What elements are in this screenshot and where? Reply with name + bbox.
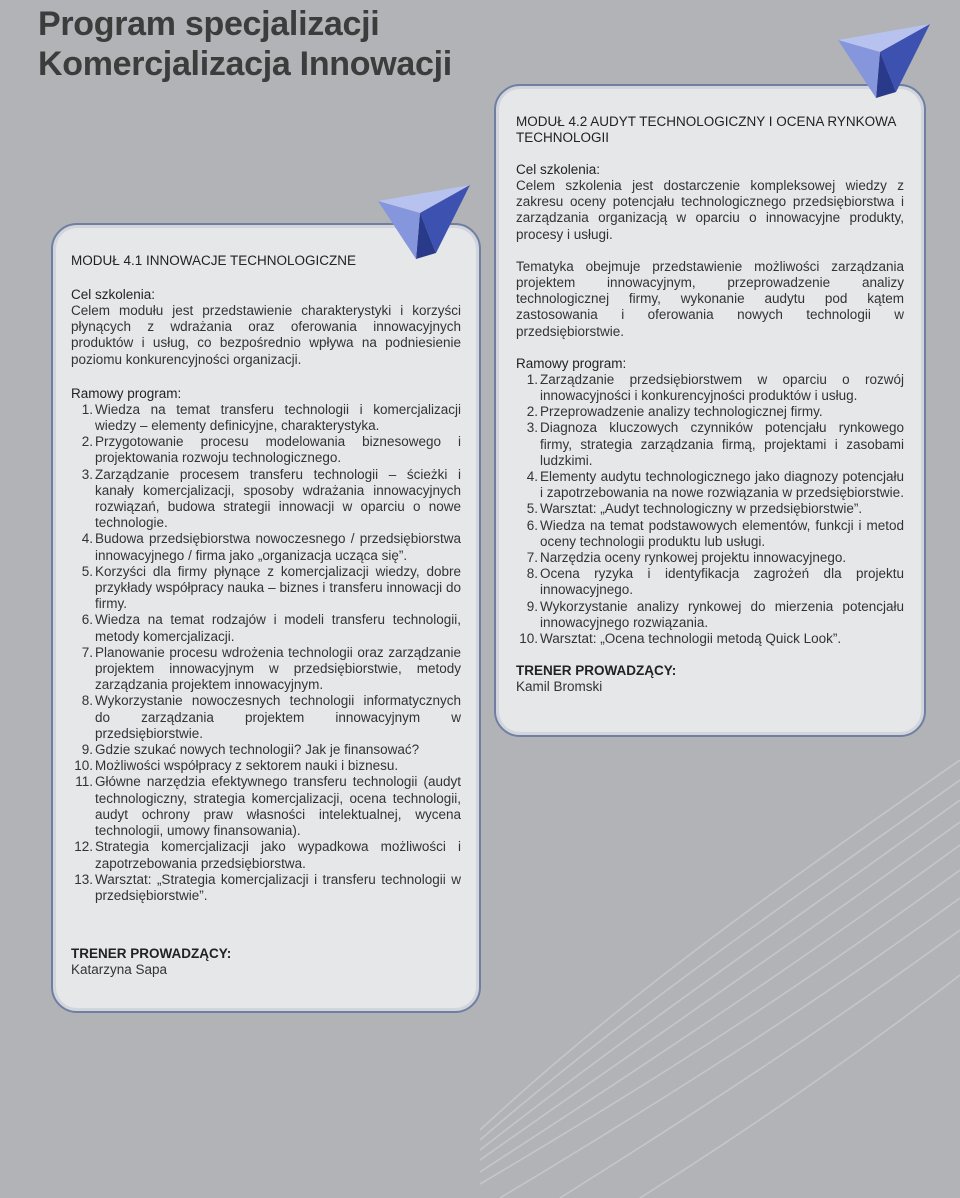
list-item: 5. Korzyści dla firmy płynące z komercjalizacji wiedzy, dobre przykłady współpracy nauka – biznes i transferu innowacji do firmy. [81,563,461,612]
goal-label: Cel szkolenia: [516,162,601,177]
list-item: 9. Wykorzystanie analizy rynkowej do mierzenia potencjału innowacyjnego rozwiązania. [526,598,904,630]
list-item: 10. Możliwości współpracy z sektorem nauki i biznesu. [74,758,399,774]
list-item: 8. Wykorzystanie nowoczesnych technologii informatycznych do zarządzania projektem innowacyjnym w przedsiębiorstwie. [81,693,461,741]
goal-label: Cel szkolenia: [71,287,156,302]
trainer-name: Kamil Bromski [516,679,603,695]
list-item: 8. Ocena ryzyka i identyfikacja zagrożeń dla projektu innowacyjnego. [526,566,904,598]
page-title-line-1: Program specjalizacji [38,5,380,43]
goal-text: Celem modułu jest przedstawienie charakterystyki i korzyści płynących z wdrażania oraz oferowania innowacyjnych produktów i usług, co bezpośrednio wpływa na podniesienie poziomu konkurencyjności organizacji. [71,303,461,367]
list-item: 1. Zarządzanie przedsiębiorstwem w oparciu o rozwój innowacyjności i konkurencyjności produktów i usług. [526,371,904,404]
program-label: Ramowy program: [516,355,627,371]
list-item: 6. Wiedza na temat rodzajów i modeli transferu technologii, metody komercjalizacji. [81,612,461,644]
page-title-line-2: Komercjalizacja Innowacji [38,45,452,83]
list-item: 4. Budowa przedsiębiorstwa nowoczesnego / przedsiębiorstwa innowacyjnego / firma jako „organizacja ucząca się”. [81,531,461,563]
list-item: 2. Przygotowanie procesu modelowania biznesowego i projektowania rozwoju technologicznego. [81,434,461,466]
trainer-label: TRENER PROWADZĄCY: [71,946,232,962]
topic-text: Tematyka obejmuje przedstawienie możliwości zarządzania projektem innowacyjnym, przeprowadzenie analizy technologicznej firmy, wykonanie audytu pod kątem zastosowania i oferowania nowych technologii w przedsiębiorstwie. [516,258,904,339]
list-item: 12. Strategia komercjalizacji jako wypadkowa możliwości i zapotrzebowania przedsiębiorstwa. [74,839,461,871]
paper-plane-icon [376,183,472,263]
module-heading: MODUŁ 4.1 INNOWACJE TECHNOLOGICZNE [71,253,357,268]
program-label: Ramowy program: [71,385,182,401]
goal-text: Celem szkolenia jest dostarczenie kompleksowej wiedzy z zakresu oceny potencjału technologicznego przedsiębiorstwa i zarządzania organizacją w oparciu o innowacyjne produkty, procesy i usługi. [516,178,904,242]
list-item: 4. Elementy audytu technologicznego jako diagnozy potencjału i zapotrzebowania na nowe rozwiązania w przedsiębiorstwie. [526,469,904,501]
list-item: 11. Główne narzędzia efektywnego transferu technologii (audyt technologiczny, strategia komercjalizacji, ocena technologii, audyt ochrony praw własności intelektualnej, wycena technologii, umowy finansowania). [75,774,461,839]
trainer-label: TRENER PROWADZĄCY: [516,663,677,679]
page-title [38,4,452,84]
list-item: 6. Wiedza na temat podstawowych elementów, funkcji i metod oceny technologii produktu lub usługi. [526,517,904,549]
list-item: 3. Diagnoza kluczowych czynników potencjału rynkowego firmy, strategia zarządzania firmą, projektami i zasobami ludzkimi. [526,420,904,468]
program-list [516,372,904,647]
list-item: 9. Gdzie szukać nowych technologii? Jak je finansować? [81,742,420,758]
paper-plane-icon [836,22,932,102]
list-item: 2. Przeprowadzenie analizy technologicznej firmy. [526,404,823,420]
list-item: 13. Warsztat: „Strategia komercjalizacji i transferu technologii w przedsiębiorstwie”. [74,871,461,903]
list-item: 1. Wiedza na temat transferu technologii i komercjalizacji wiedzy – elementy definicyjne, charakterystyka. [81,401,461,434]
list-item: 7. Planowanie procesu wdrożenia technologii oraz zarządzanie projektem innowacyjnym w przedsiębiorstwie, metody zarządzania projektem innowacyjnym. [81,644,461,693]
module-card-4-1 [51,223,481,1013]
list-item: 7. Narzędzia oceny rynkowej projektu innowacyjnego. [526,550,847,566]
list-item: 10. Warsztat: „Ocena technologii metodą Quick Look”. [519,631,842,647]
program-list [71,402,461,904]
list-item: 5. Warsztat: „Audyt technologiczny w przedsiębiorstwie”. [526,501,863,517]
list-item: 3. Zarządzanie procesem transferu technologii – ścieżki i kanały komercjalizacji, sposoby wdrażania innowacyjnych rozwiązań, budowa strategii innowacji w oparciu o nowe technologie. [81,466,461,531]
module-card-4-2 [494,84,926,737]
module-heading: MODUŁ 4.2 AUDYT TECHNOLOGICZNY I OCENA RYNKOWA TECHNOLOGII [516,114,896,145]
trainer-name: Katarzyna Sapa [71,962,168,978]
